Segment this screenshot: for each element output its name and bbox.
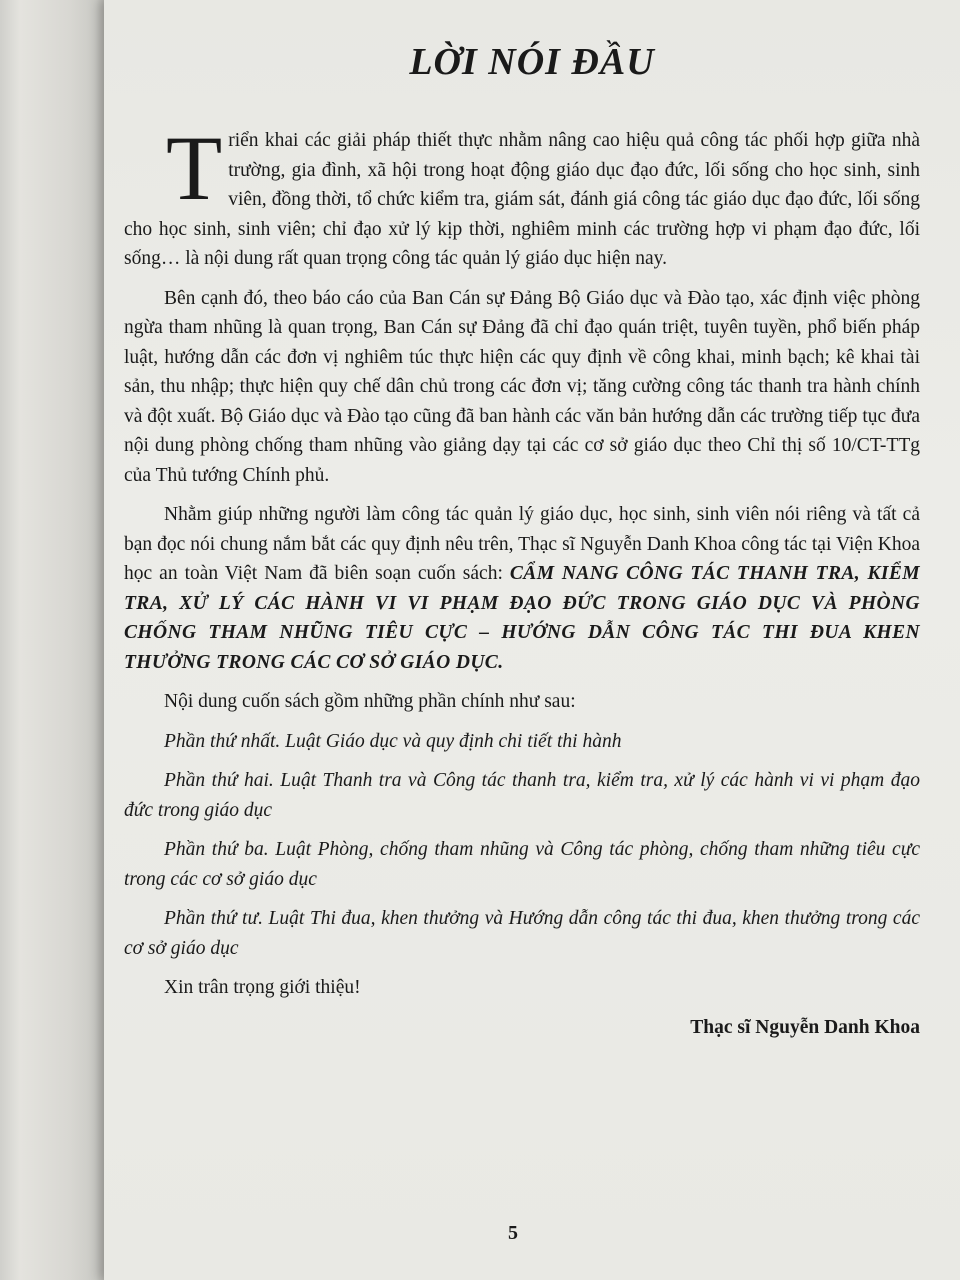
part-item-4: Phần thứ tư. Luật Thi đua, khen thưởng và Hướng dẫn công tác thi đua, khen thưởng trong các cơ sở giáo dục [124, 908, 920, 959]
page-body [124, 117, 921, 1042]
paragraph-1-text: riển khai các giải pháp thiết thực nhằm nâng cao hiệu quả công tác phối hợp giữa nhà trường, gia đình, xã hội trong hoạt động giáo dục đạo đức, lối sống cho học sinh, sinh viên, đồng thời, tổ chức kiểm tra, giám sát, đánh giá công tác giáo dục đạo đức, lối sống cho học sinh, sinh viên; chỉ đạo xử lý kịp thời, nghiêm minh các trường hợp vi phạm đạo đức, lối sống… là nội dung rất quan trọng công tác quản lý giáo dục hiện nay. [124, 130, 920, 269]
part-item-1: Phần thứ nhất. Luật Giáo dục và quy định chi tiết thi hành [164, 730, 622, 752]
drop-cap: T [166, 117, 223, 219]
closing-line: Xin trân trọng giới thiệu! [164, 977, 361, 998]
page-number: 5 [508, 1222, 518, 1244]
previous-page-edge [0, 0, 104, 1280]
paragraph-1 [124, 117, 920, 274]
paragraph-4: Nội dung cuốn sách gồm những phần chính như sau: [164, 691, 576, 712]
part-item-2: Phần thứ hai. Luật Thanh tra và Công tác thanh tra, kiểm tra, xử lý các hành vi vi phạm đạo đức trong giáo dục [124, 770, 920, 821]
book-title: CẨM NANG CÔNG TÁC THANH TRA, KIỂM TRA, XỬ LÝ CÁC HÀNH VI VI PHẠM ĐẠO ĐỨC TRONG GIÁO DỤC VÀ PHÒNG CHỐNG THAM NHŨNG TIÊU CỰC – HƯỚNG DẪN CÔNG TÁC THI ĐUA KHEN THƯỞNG TRONG CÁC CƠ SỞ GIÁO DỤC. [124, 563, 921, 673]
author-signature: Thạc sĩ Nguyễn Danh Khoa [690, 1016, 920, 1038]
paragraph-2: Bên cạnh đó, theo báo cáo của Ban Cán sự Đảng Bộ Giáo dục và Đào tạo, xác định việc phòng ngừa tham nhũng là quan trọng, Ban Cán sự Đảng đã chỉ đạo quán triệt, tuyên tuyền, phổ biến pháp luật, hướng dẫn các đơn vị nghiêm túc thực hiện các quy định về công khai, minh bạch; kê khai tài sản, thu nhập; thực hiện quy chế dân chủ trong các đơn vị; tăng cường công tác thanh tra hành chính và đột xuất. Bộ Giáo dục và Đào tạo cũng đã ban hành các văn bản hướng dẫn các trường tiếp tục đưa nội dung phòng chống tham nhũng vào giảng dạy tại các cơ sở giáo dục theo Chỉ thị số 10/CT-TTg của Thủ tướng Chính phủ. [124, 287, 920, 486]
page-title: LỜI NÓI ĐẦU [409, 41, 655, 83]
paragraph-3 [124, 500, 920, 677]
part-item-3: Phần thứ ba. Luật Phòng, chống tham nhũng và Công tác phòng, chống tham những tiêu cực trong các cơ sở giáo dục [124, 839, 920, 890]
book-page [104, 0, 960, 1280]
paragraph-3-text: Nhằm giúp những người làm công tác quản lý giáo dục, học sinh, sinh viên nói riêng và tất cả bạn đọc nói chung nắm bắt các quy định nêu trên, Thạc sĩ Nguyễn Danh Khoa công tác tại Viện Khoa học an toàn Việt Nam đã biên soạn cuốn sách: [124, 504, 920, 584]
